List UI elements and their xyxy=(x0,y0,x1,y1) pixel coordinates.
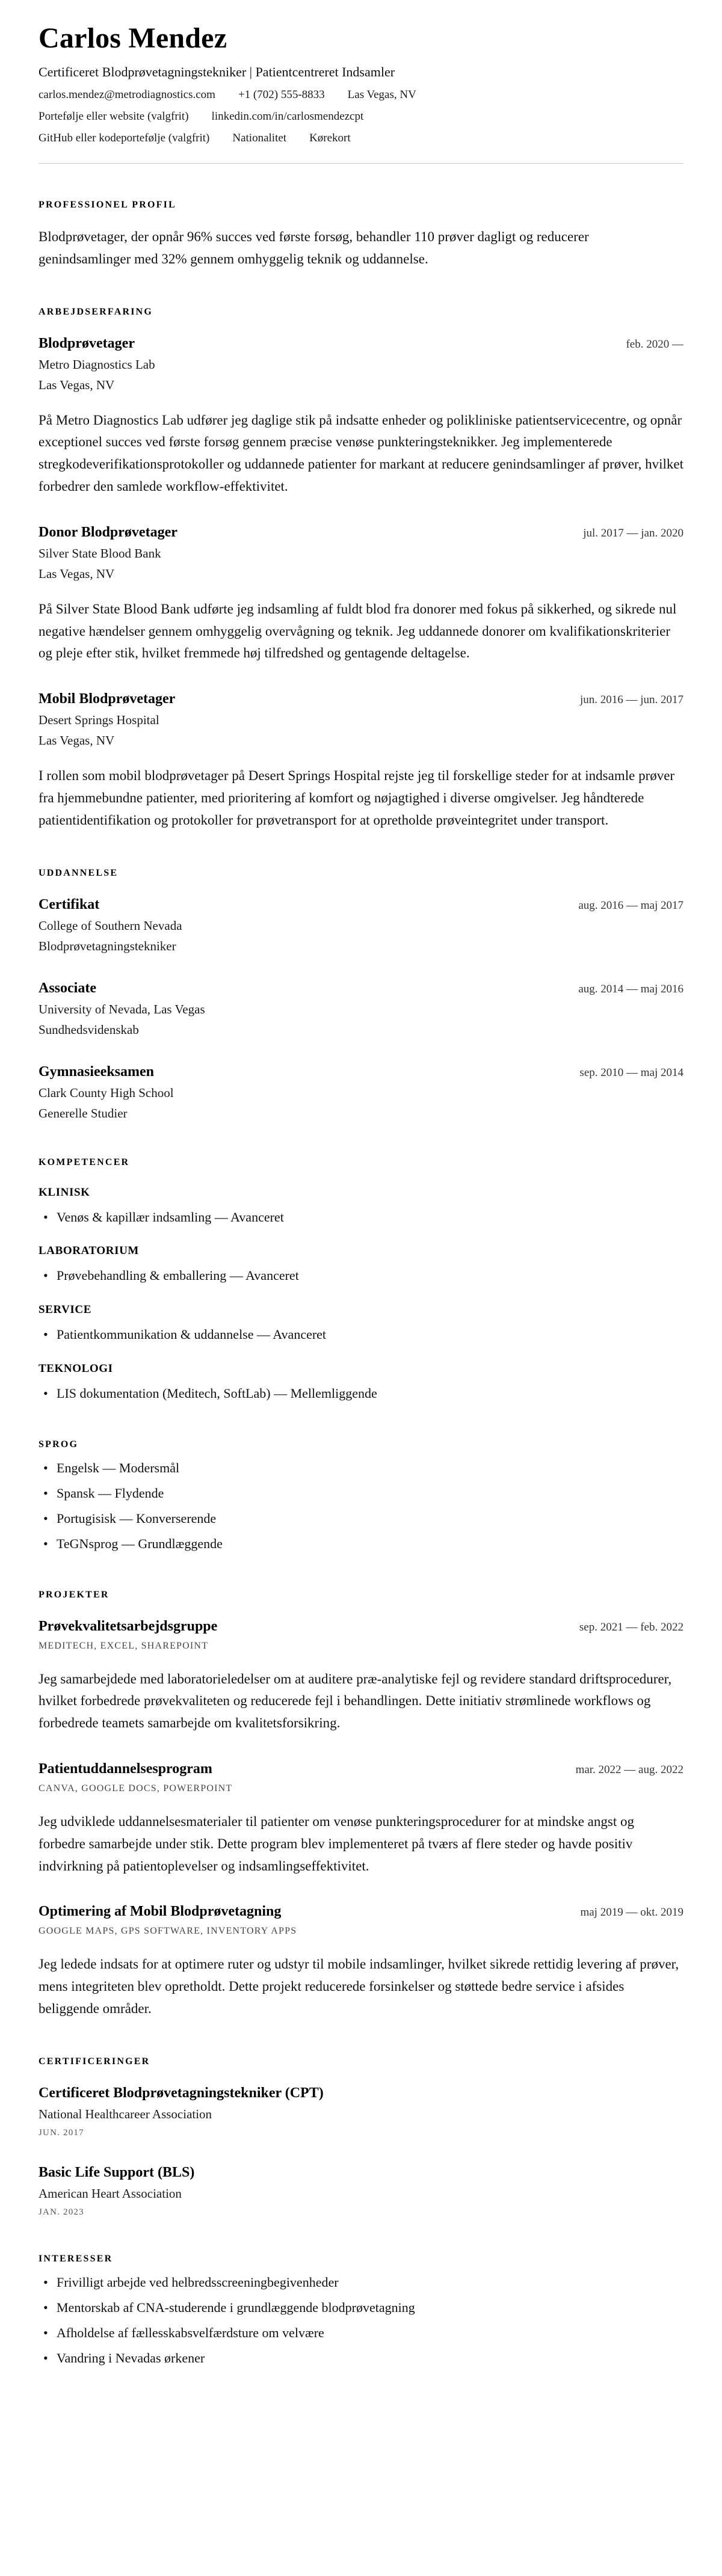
education-dates: aug. 2016 — maj 2017 xyxy=(578,899,683,912)
project-description: Jeg samarbejdede med laboratorieledelser om at auditere præ-analytiske fejl og revidere standard driftsprocedurer, hvilket forbedrede prøvekvaliteten og reducerede fejl i behandlingen. Dette initiativ strømlinede workflows og forbedrede teamets samarbejde om kvalitetsforsikring. xyxy=(39,1671,672,1731)
skill-list xyxy=(39,1384,683,1403)
education-entry xyxy=(39,1064,683,1121)
education-dates: aug. 2014 — maj 2016 xyxy=(578,982,683,995)
job-dates: feb. 2020 — xyxy=(626,337,683,351)
skill-item: • Prøvebehandling & emballering — Avanceret xyxy=(39,1266,683,1285)
skill-category: KLINISK xyxy=(39,1185,90,1199)
project-entry-head xyxy=(39,1904,683,1920)
certification-date: JUN. 2017 xyxy=(39,2127,84,2138)
section-heading-certifications: CERTIFICERINGER xyxy=(39,2056,150,2067)
project-entry xyxy=(39,1618,683,1735)
project-tools: GOOGLE MAPS, GPS SOFTWARE, INVENTORY APPS xyxy=(39,1926,297,1937)
job-description: På Silver State Blood Bank udførte jeg indsamling af fuldt blod fra donorer med fokus på sikkerhed, og sikrede nul negative hændelser gennem omhyggelig overvågning og teknik. Jeg uddannede donorer om kvalifikationskriterier og pleje efter stik, hvilket fremmede høj tilfredshed og gentagende deltagelse. xyxy=(39,601,677,661)
skill-list xyxy=(39,1325,683,1344)
project-title: Prøvekvalitetsarbejdsgruppe xyxy=(39,1618,218,1634)
project-entry xyxy=(39,1761,683,1877)
skill-group-laboratory xyxy=(39,1244,683,1285)
section-heading-projects: PROJEKTER xyxy=(39,1589,110,1600)
job-description: På Metro Diagnostics Lab udfører jeg daglige stik på indsatte enheder og polikliniske patientservicecentre, og opnår exceptionel succes ved første forsøg gennem præcise venøse punkteringsteknikker. Jeg implementerede stregkodeverifikationsprotokoller og uddannede patienter for markant at reducere genindsamlinger af prøver, hvilket forbedrer den samlede workflow-effektivitet. xyxy=(39,412,684,494)
header-divider xyxy=(39,163,683,164)
section-skills xyxy=(39,1157,683,1404)
project-description: Jeg ledede indsats for at optimere ruter og udstyr til mobile indsamlinger, hvilket sikrede rettidig levering af prøver, mens integriteten blev opretholdt. Dette projekt reducerede forsinkelser og støttede bedre service i afsides beliggende områder. xyxy=(39,1957,679,2017)
contact-website: Portefølje eller website (valgfrit) xyxy=(39,110,189,123)
experience-entry xyxy=(39,336,683,498)
contact-phone: +1 (702) 555-8833 xyxy=(238,88,325,101)
field-of-study: Generelle Studier xyxy=(39,1105,128,1120)
section-certifications xyxy=(39,2056,683,2218)
section-heading-skills: KOMPETENCER xyxy=(39,1157,130,1167)
section-heading-languages: SPROG xyxy=(39,1439,79,1450)
certification-entry xyxy=(39,2165,683,2218)
section-experience xyxy=(39,307,683,832)
project-title: Patientuddannelsesprogram xyxy=(39,1761,212,1777)
experience-entry-head xyxy=(39,691,683,707)
job-title: Mobil Blodprøvetager xyxy=(39,691,176,707)
education-entry-head xyxy=(39,980,683,997)
certification-name: Basic Life Support (BLS) xyxy=(39,2164,195,2180)
job-title: Blodprøvetager xyxy=(39,335,135,351)
experience-entry-head xyxy=(39,524,683,541)
interest-item: • Vandring i Nevadas ørkener xyxy=(39,2349,683,2368)
skill-group-service xyxy=(39,1303,683,1344)
contact-row-2 xyxy=(39,110,683,123)
project-title: Optimering af Mobil Blodprøvetagning xyxy=(39,1904,282,1920)
section-languages xyxy=(39,1439,683,1554)
resume-header xyxy=(39,22,683,164)
project-dates: mar. 2022 — aug. 2022 xyxy=(575,1763,683,1777)
job-location: Las Vegas, NV xyxy=(39,566,115,581)
job-location: Las Vegas, NV xyxy=(39,377,115,392)
project-entry-head xyxy=(39,1761,683,1777)
education-entry xyxy=(39,980,683,1037)
education-dates: sep. 2010 — maj 2014 xyxy=(579,1066,683,1079)
experience-entry-head xyxy=(39,336,683,352)
language-item: • Portugisisk — Konverserende xyxy=(39,1509,683,1528)
skill-category: TEKNOLOGI xyxy=(39,1362,113,1376)
job-dates: jul. 2017 — jan. 2020 xyxy=(583,526,683,539)
skill-group-clinical xyxy=(39,1186,683,1227)
project-dates: sep. 2021 — feb. 2022 xyxy=(579,1620,683,1634)
project-entry-head xyxy=(39,1618,683,1635)
project-tools: CANVA, GOOGLE DOCS, POWERPOINT xyxy=(39,1783,233,1794)
skill-category: LABORATORIUM xyxy=(39,1244,139,1258)
candidate-name: Carlos Mendez xyxy=(39,22,227,54)
job-description: I rollen som mobil blodprøvetager på Desert Springs Hospital rejste jeg til forskellige steder for at indsamle prøver fra hjemmebundne patienter, med prioritering af komfort og nøjagtighed i diverse omgivelser. Jeg håndterede patientidentifikation og protokoller for prøvetransport for at opretholde prøveintegritet under transport. xyxy=(39,768,675,828)
education-entry-head xyxy=(39,1064,683,1080)
education-entry-head xyxy=(39,897,683,913)
section-professional-profile xyxy=(39,200,683,271)
contact-license: Kørekort xyxy=(309,132,351,144)
interest-list xyxy=(39,2273,683,2368)
contact-location: Las Vegas, NV xyxy=(347,88,416,101)
job-company: Metro Diagnostics Lab xyxy=(39,357,155,372)
field-of-study: Sundhedsvidenskab xyxy=(39,1022,139,1037)
degree-title: Certifikat xyxy=(39,896,100,912)
job-company: Silver State Blood Bank xyxy=(39,546,161,561)
language-list xyxy=(39,1459,683,1554)
school-name: Clark County High School xyxy=(39,1085,174,1100)
skill-list xyxy=(39,1266,683,1285)
language-item: • Spansk — Flydende xyxy=(39,1484,683,1503)
section-heading-experience: ARBEJDSERFARING xyxy=(39,306,153,317)
skill-category: SERVICE xyxy=(39,1303,92,1317)
skill-group-technology xyxy=(39,1362,683,1403)
degree-title: Gymnasieeksamen xyxy=(39,1063,154,1080)
degree-title: Associate xyxy=(39,980,96,996)
project-dates: maj 2019 — okt. 2019 xyxy=(580,1906,683,1919)
contact-row-3 xyxy=(39,132,683,145)
language-item: • TeGNsprog — Grundlæggende xyxy=(39,1534,683,1554)
section-education xyxy=(39,868,683,1121)
job-title: Donor Blodprøvetager xyxy=(39,524,177,540)
skill-item: • Venøs & kapillær indsamling — Avanceret xyxy=(39,1208,683,1227)
certification-issuer: American Heart Association xyxy=(39,2186,182,2201)
project-entry xyxy=(39,1904,683,2020)
language-item: • Engelsk — Modersmål xyxy=(39,1459,683,1478)
interest-item: • Frivilligt arbejde ved helbredsscreeningbegivenheder xyxy=(39,2273,683,2292)
project-description: Jeg udviklede uddannelsesmaterialer til patienter om venøse punkteringsprocedurer for at mindske angst og forbedre samarbejde under stik. Dette program blev implementeret på tværs af flere steder og havde positiv indvirkning på patientoplevelser og indsamlingseffektivitet. xyxy=(39,1814,634,1874)
school-name: College of Southern Nevada xyxy=(39,918,182,933)
section-interests xyxy=(39,2254,683,2368)
experience-entry xyxy=(39,524,683,665)
job-dates: jun. 2016 — jun. 2017 xyxy=(579,693,683,707)
section-heading-education: UDDANNELSE xyxy=(39,867,119,878)
candidate-title: Certificeret Blodprøvetagningstekniker | Patientcentreret Indsamler xyxy=(39,64,395,79)
skill-item: • LIS dokumentation (Meditech, SoftLab) — Mellemliggende xyxy=(39,1384,683,1403)
job-company: Desert Springs Hospital xyxy=(39,713,159,728)
skill-item: • Patientkommunikation & uddannelse — Avanceret xyxy=(39,1325,683,1344)
certification-name: Certificeret Blodprøvetagningstekniker (CPT) xyxy=(39,2085,324,2101)
contact-nationality: Nationalitet xyxy=(232,132,287,144)
contact-row-1 xyxy=(39,88,683,102)
contact-linkedin: linkedin.com/in/carlosmendezcpt xyxy=(211,110,364,123)
certification-date: JAN. 2023 xyxy=(39,2207,84,2217)
skill-list xyxy=(39,1208,683,1227)
contact-email: carlos.mendez@metrodiagnostics.com xyxy=(39,88,215,101)
interest-item: • Mentorskab af CNA-studerende i grundlæggende blodprøvetagning xyxy=(39,2298,683,2317)
certification-entry xyxy=(39,2085,683,2138)
experience-entry xyxy=(39,691,683,831)
certification-issuer: National Healthcareer Association xyxy=(39,2106,212,2121)
education-entry xyxy=(39,897,683,954)
project-tools: MEDITECH, EXCEL, SHAREPOINT xyxy=(39,1640,209,1651)
profile-text: Blodprøvetager, der opnår 96% succes ved første forsøg, behandler 110 prøver dagligt og reducerer genindsamlinger med 32% gennem omhyggelig teknik og uddannelse. xyxy=(39,229,589,266)
section-projects xyxy=(39,1590,683,2020)
job-location: Las Vegas, NV xyxy=(39,733,115,748)
contact-github: GitHub eller kodeportefølje (valgfrit) xyxy=(39,132,210,144)
school-name: University of Nevada, Las Vegas xyxy=(39,1001,205,1016)
section-heading-interests: INTERESSER xyxy=(39,2253,113,2264)
section-heading-profile: PROFESSIONEL PROFIL xyxy=(39,200,176,210)
field-of-study: Blodprøvetagningstekniker xyxy=(39,938,176,953)
interest-item: • Afholdelse af fællesskabsvelfærdsture om velvære xyxy=(39,2323,683,2343)
